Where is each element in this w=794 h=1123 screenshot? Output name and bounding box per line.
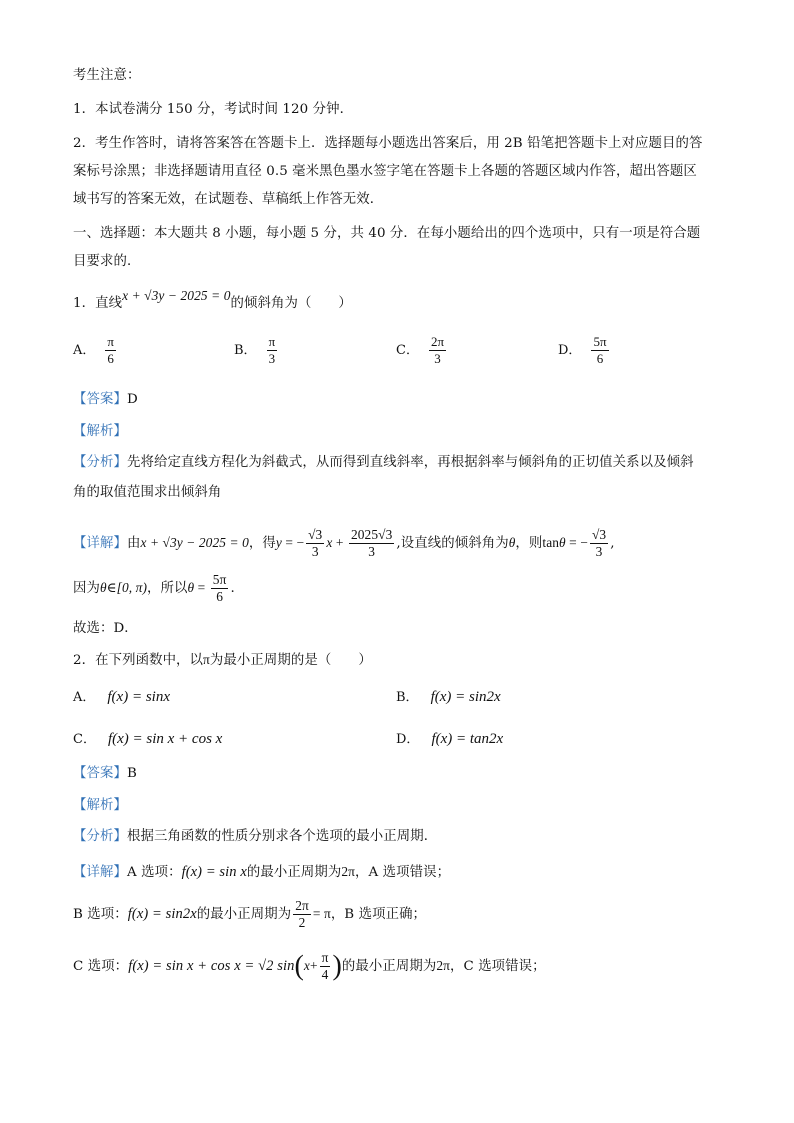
q1-option-c — [396, 334, 448, 367]
q1-stem — [73, 288, 352, 314]
q1-detail-line-2: 因为θ∈[0, π)，所以θ = $\frac{5\pi}{6}$ . — [73, 572, 235, 604]
frac-den: 3 — [368, 544, 376, 559]
detail-tag: 【详解】 — [73, 536, 127, 551]
equation: x + √3y − 2025 = 0 — [140, 535, 249, 550]
notice-item-2-line-3: 域书写的答案无效，在试题卷、草稿纸上作答无效． — [73, 192, 384, 207]
option-label: C． — [73, 732, 96, 747]
answer-tag: 【答案】 — [73, 392, 127, 407]
frac-num: π — [268, 334, 276, 349]
frac-den: 6 — [216, 589, 223, 604]
q2-detail-b — [73, 894, 426, 935]
detail-text: ，C 选项错误； — [450, 959, 546, 974]
frac-num: 2025√3 — [350, 527, 393, 542]
q2-option-c — [73, 728, 222, 748]
detail-text: 的最小正周期为 — [341, 959, 437, 974]
option-label: B． — [396, 690, 419, 705]
detail-text: 的最小正周期为 — [196, 907, 292, 922]
detail-text: ，B 选项正确； — [330, 907, 427, 922]
fenxi-text: 先将给定直线方程化为斜截式，从而得到直线斜率，再根据斜率与倾斜角的正切值关系以及倾斜 — [126, 455, 694, 470]
answer-value: B — [126, 766, 137, 781]
q2-answer — [73, 764, 137, 784]
q2-detail-a — [73, 862, 450, 883]
q1-option-a — [73, 334, 118, 367]
equation: f(x) = sin2x — [127, 906, 197, 922]
detail-text: B 选项： — [73, 907, 128, 922]
q1-fenxi-line-1 — [73, 453, 694, 473]
frac-den: 3 — [434, 351, 441, 366]
frac-den: 4 — [321, 967, 329, 982]
q1-suffix: 的倾斜角为（ ） — [230, 296, 352, 311]
frac-den: 3 — [595, 544, 603, 559]
detail-text: 由 — [126, 536, 141, 551]
detail-text: ，所以 — [147, 581, 188, 596]
detail-text: ，则 — [515, 536, 543, 551]
q1-fenxi-line-2: 角的取值范围求出倾斜角 — [73, 485, 222, 500]
q2-analysis-tag: 【解析】 — [73, 798, 127, 813]
equation: f(x) = sin x — [181, 864, 247, 880]
q1-equation: x + √3y − 2025 = 0 — [122, 288, 231, 303]
option-expr: f(x) = sinx — [107, 689, 170, 705]
detail-text: A 选项： — [126, 865, 182, 880]
answer-tag: 【答案】 — [73, 766, 127, 781]
q1-detail-line-1: 【详解】由x + √3y − 2025 = 0，得y = − $\frac{√3}{3}$ x + $\frac{2025√3}{3}$ ,设直线的倾斜角为θ，则tanθ = − $\frac{√3}{3}$ , — [73, 527, 615, 559]
frac-den: 3 — [311, 544, 319, 559]
equation: f(x) = sin x + cos x = √2 sin — [128, 958, 295, 974]
q1-option-b — [234, 334, 279, 367]
q1-prefix: 1．直线 — [73, 296, 123, 311]
detail-text: 的最小正周期为 — [246, 865, 342, 880]
option-expr: f(x) = tan2x — [431, 731, 504, 747]
frac-num: √3 — [308, 527, 323, 542]
section-header-line-2: 目要求的． — [73, 254, 141, 269]
option-label: C． — [396, 343, 419, 358]
equation: 2π — [436, 958, 450, 973]
fenxi-tag: 【分析】 — [73, 455, 127, 470]
section-header-line-1: 一、选择题：本大题共 8 小题，每小题 5 分，共 40 分．在每小题给出的四个选项中，只有一项是符合题 — [73, 226, 701, 241]
notice-title: 考生注意： — [73, 68, 141, 83]
frac-den: 3 — [268, 351, 276, 366]
option-label: A． — [73, 343, 96, 358]
detail-text: ，得 — [248, 536, 276, 551]
option-label: D． — [558, 343, 582, 358]
q2-option-a — [73, 686, 170, 706]
equation: = π — [312, 906, 331, 921]
q2-detail-c: C 选项：f(x) = sin x + cos x = √2 sin(x+ $\frac{\pi}{4}$ )的最小正周期为2π，C 选项错误； — [73, 950, 546, 982]
pi-symbol: π — [203, 652, 210, 667]
q2-stem — [73, 650, 372, 671]
notice-item-1: 1．本试卷满分 150 分，考试时间 120 分钟． — [73, 102, 354, 117]
q1-option-d — [558, 334, 611, 367]
q2-fenxi — [73, 827, 437, 847]
q2-option-b — [396, 686, 501, 706]
q1-analysis-tag: 【解析】 — [73, 424, 127, 439]
q1-conclusion: 故选：D． — [73, 621, 138, 636]
detail-tag: 【详解】 — [73, 865, 127, 880]
q2-option-d — [396, 728, 503, 748]
frac-num: √3 — [591, 527, 607, 542]
frac-num: 2π — [430, 334, 445, 349]
notice-item-2-line-1: 2．考生作答时，请将答案答在答题卡上．选择题每小题选出答案后，用 2B 铅笔把答题卡上对应题目的答 — [73, 136, 703, 151]
stem-text: 2．在下列函数中，以 — [73, 653, 204, 668]
equation: 2π — [341, 864, 356, 879]
frac-num: 5π — [593, 334, 607, 349]
frac-num: 2π — [295, 898, 309, 913]
frac-num: π — [321, 950, 329, 965]
frac-den: 6 — [107, 351, 114, 366]
option-label: A． — [73, 690, 96, 705]
detail-text: 因为 — [73, 581, 100, 596]
option-label: D． — [396, 732, 420, 747]
notice-item-2-line-2: 案标号涂黑；非选择题请用直径 0.5 毫米黑色墨水签字笔在答题卡上各题的答题区域内作答，超出答题区 — [73, 164, 697, 179]
frac-num: π — [107, 334, 114, 349]
option-expr: f(x) = sin x + cos x — [107, 731, 223, 747]
detail-text: ，A 选项错误； — [355, 865, 451, 880]
answer-value: D — [126, 392, 138, 407]
frac-den: 2 — [298, 915, 306, 930]
frac-den: 6 — [596, 351, 604, 366]
option-expr: f(x) = sin2x — [430, 689, 501, 705]
fenxi-tag: 【分析】 — [73, 829, 127, 844]
q1-answer — [73, 390, 138, 410]
stem-text: 为最小正周期的是（ ） — [209, 653, 372, 668]
detail-text: 设直线的倾斜角为 — [400, 536, 509, 551]
fenxi-text: 根据三角函数的性质分别求各个选项的最小正周期． — [126, 829, 438, 844]
option-label: B． — [234, 343, 257, 358]
frac-num: 5π — [212, 572, 227, 587]
equation: θ∈[0, π) — [99, 580, 148, 595]
detail-text: C 选项： — [73, 959, 129, 974]
